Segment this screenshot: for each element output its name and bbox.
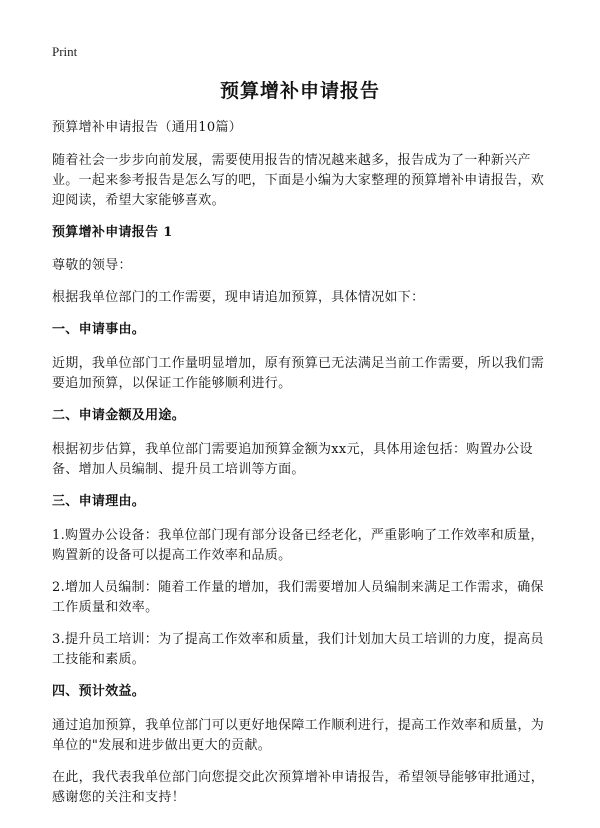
heading-reason: 一、申请事由。	[52, 322, 146, 337]
section-title: 预算增补申请报告 1	[52, 225, 173, 240]
closing-paragraph: 在此，我代表我单位部门向您提交此次预算增补申请报告，希望领导能够审批通过，感谢您的关注和支持！	[52, 770, 545, 805]
justification-item-2: 2.增加人员编制：随着工作量的增加，我们需要增加人员编制来满足工作需求，确保工作质量和效率。	[52, 580, 544, 615]
heading-benefits: 四、预计效益。	[52, 684, 146, 699]
reason-paragraph: 近期，我单位部门工作量明显增加，原有预算已无法满足当前工作需要，所以我们需要追加预算，以保证工作能够顺利进行。	[52, 356, 545, 391]
heading-amount: 二、申请金额及用途。	[52, 408, 186, 423]
document-subtitle: 预算增补申请报告（通用10篇）	[52, 120, 243, 135]
document-title: 预算增补申请报告	[219, 80, 380, 102]
justification-item-1: 1.购置办公设备：我单位部门现有部分设备已经老化，严重影响了工作效率和质量，购置新的设备可以提高工作效率和品质。	[52, 528, 544, 563]
benefits-paragraph: 通过追加预算，我单位部门可以更好地保障工作顺利进行，提高工作效率和质量，为单位的"发展和进步做出更大的贡献。	[52, 718, 545, 753]
greeting: 尊敬的领导：	[52, 258, 132, 273]
intro-paragraph: 随着社会一步步向前发展，需要使用报告的情况越来越多，报告成为了一种新兴产业。一起来参考报告是怎么写的吧，下面是小编为大家整理的预算增补申请报告，欢迎阅读，希望大家能够喜欢。	[52, 153, 545, 208]
heading-justification: 三、申请理由。	[52, 494, 146, 509]
print-label[interactable]: Print	[52, 44, 78, 59]
justification-item-3: 3.提升员工培训：为了提高工作效率和质量，我们计划加大员工培训的力度，提高员工技能和素质。	[52, 632, 544, 667]
amount-paragraph: 根据初步估算，我单位部门需要追加预算金额为xx元，具体用途包括：购置办公设备、增加人员编制、提升员工培训等方面。	[52, 442, 533, 477]
opening-paragraph: 根据我单位部门的工作需要，现申请追加预算，具体情况如下：	[52, 290, 425, 305]
